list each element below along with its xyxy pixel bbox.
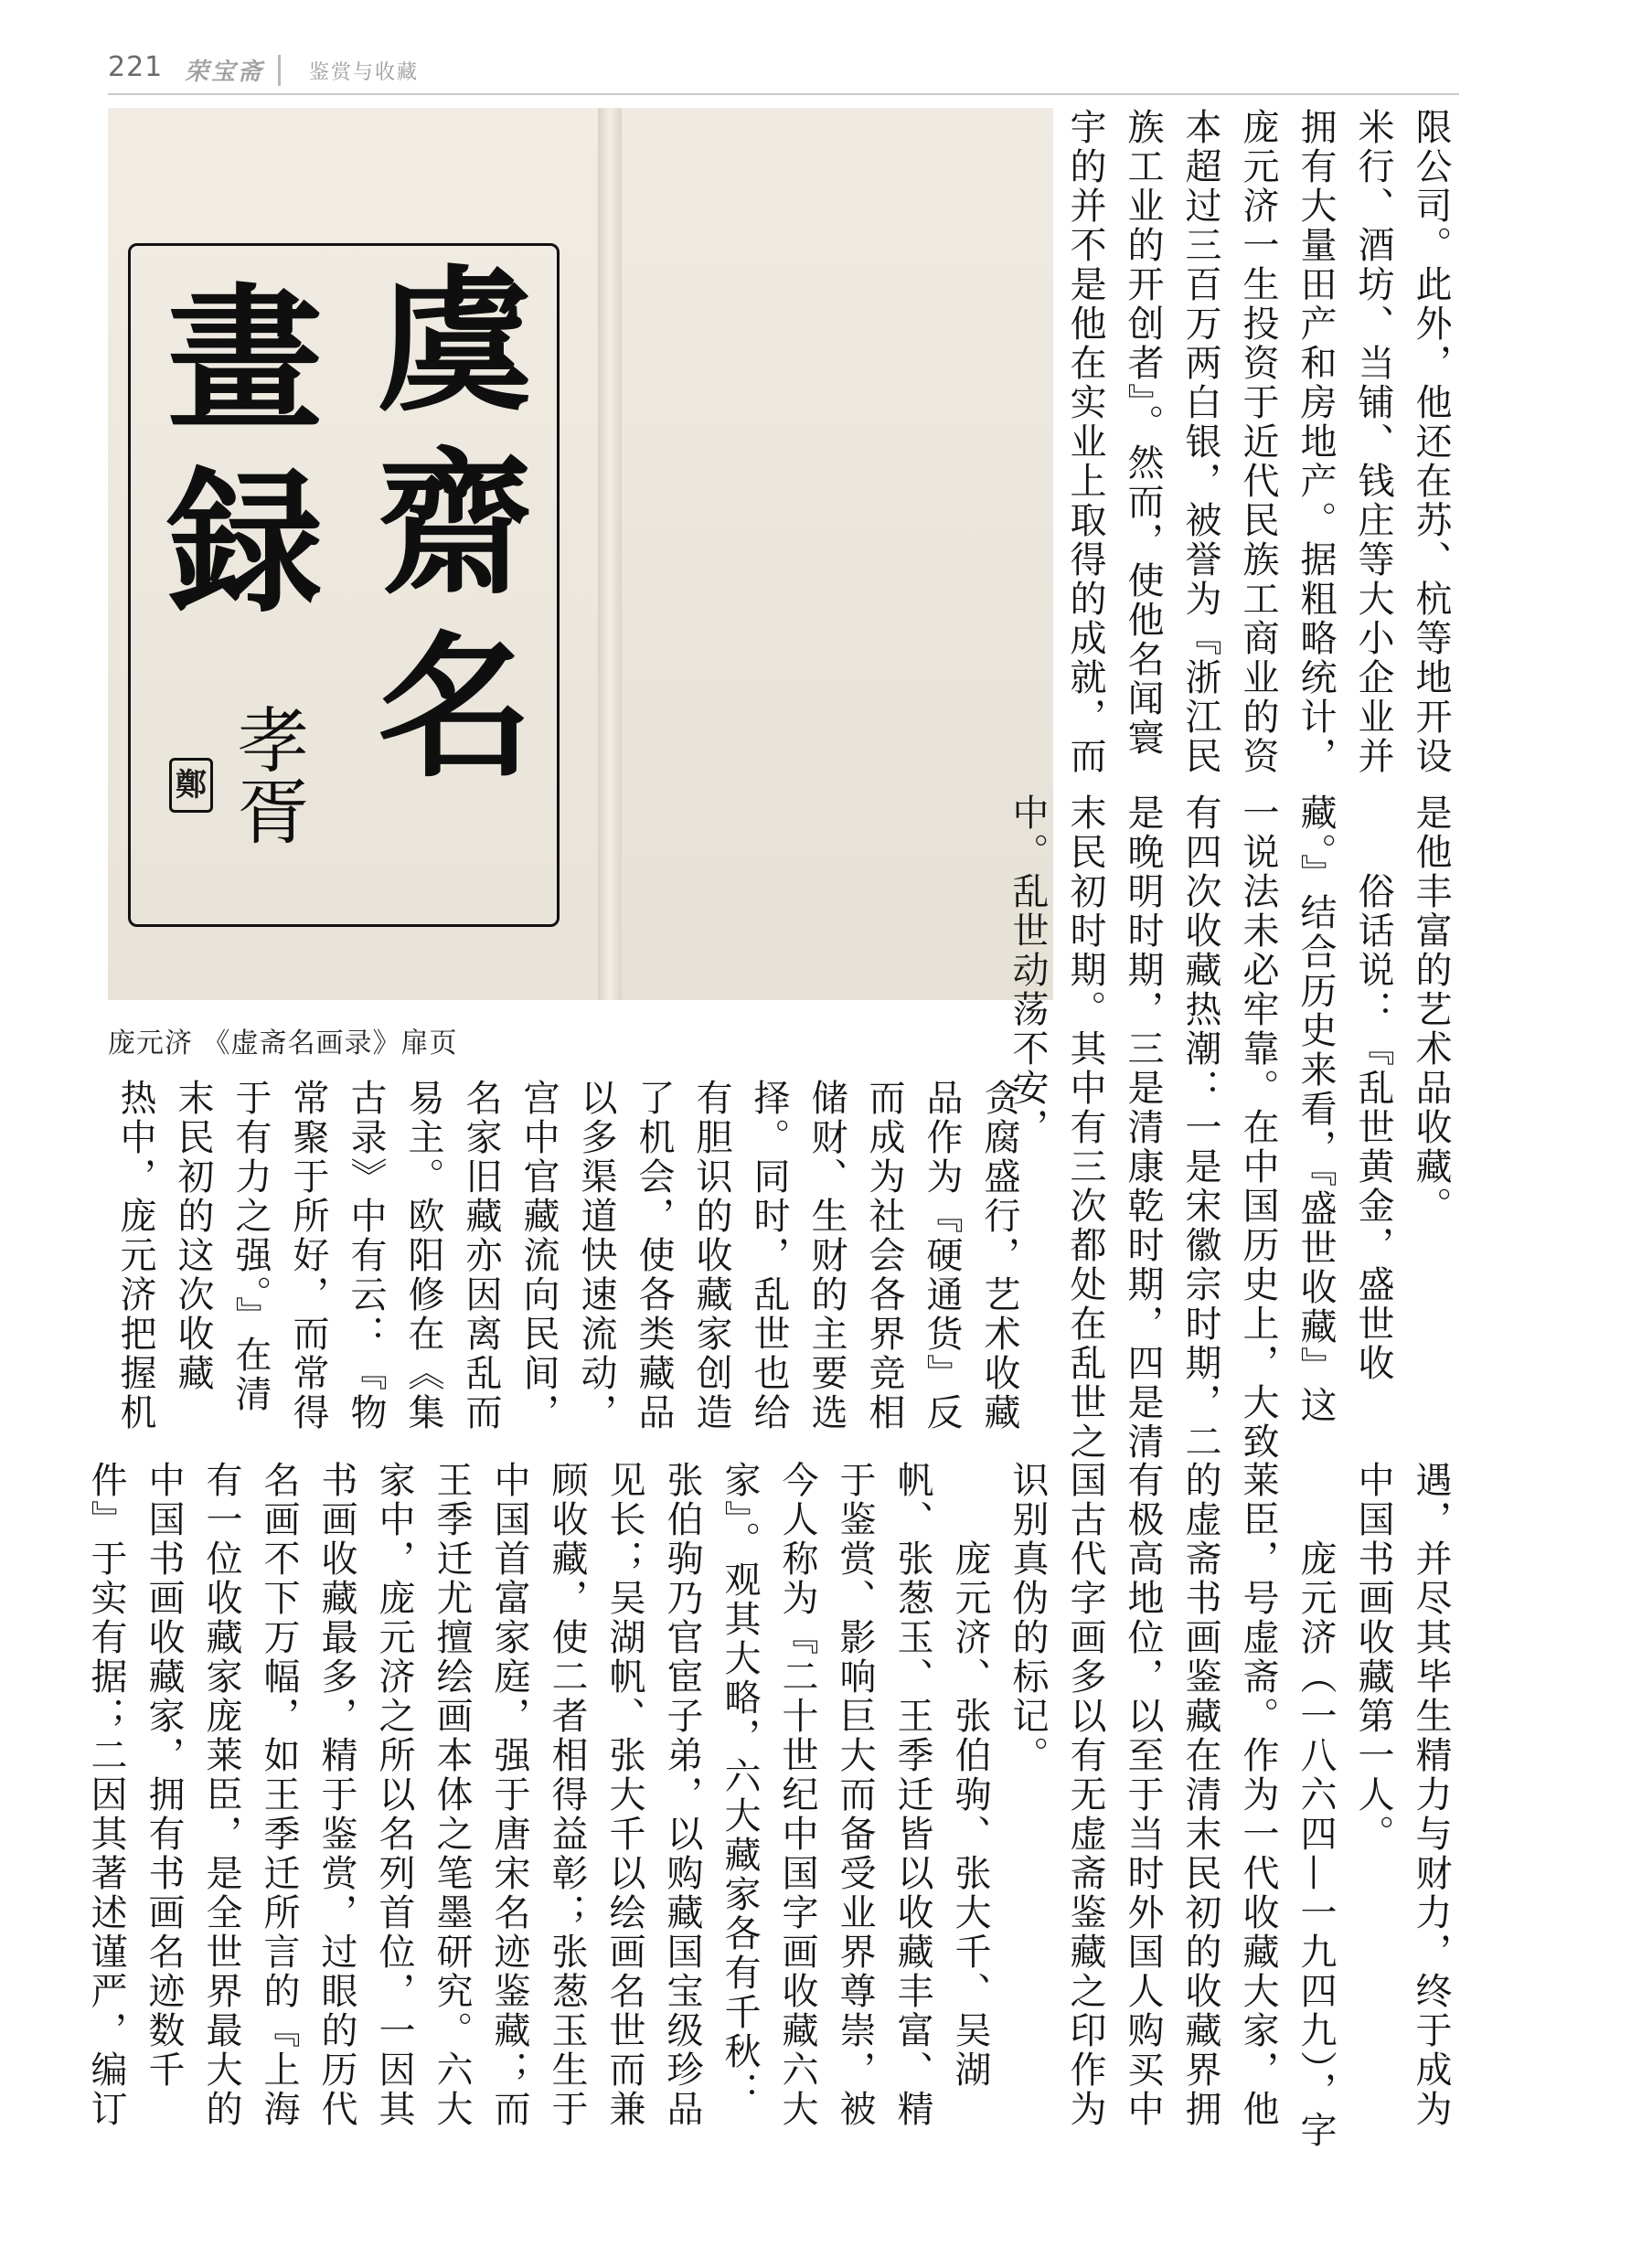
text-line: 常聚于所好，而常得: [287, 1079, 329, 1432]
text-line: 庞元济、张伯驹、张大千、吴湖: [949, 1461, 991, 2090]
text-line: 识别真伪的标记。: [1007, 1461, 1049, 1775]
text-block-middle-right: [1002, 793, 1459, 1462]
calligraphy-char: 畫: [167, 269, 324, 452]
text-line: 有极高地位，以至于当时外国人购买中: [1122, 1461, 1164, 2129]
text-line: 了机会，使各类藏品: [633, 1079, 675, 1432]
text-line: 国古代字画多以有无虚斋鉴藏之印作为: [1064, 1461, 1106, 2129]
text-line: 有胆识的收藏家创造: [690, 1079, 732, 1432]
text-line: 拥有大量田产和房地产。据粗略统计，: [1295, 108, 1337, 776]
text-line: 以多渠道快速流动，: [575, 1079, 617, 1432]
text-block-bottom: [85, 1461, 1459, 2150]
calligraphy-frame: [128, 243, 560, 927]
text-line: 本超过三百万两白银，被誉为『浙江民: [1179, 108, 1221, 776]
text-line: 宫中官藏流向民间，: [517, 1079, 560, 1432]
text-line: 见长；吴湖帆、张大千以绘画名世而兼: [603, 1461, 645, 2129]
text-line: 王季迁尤擅绘画本体之笔墨研究。六大: [431, 1461, 473, 2129]
text-line: 末民初时期。其中有三次都处在乱世之: [1064, 793, 1106, 1462]
text-line: 于鉴赏、影响巨大而备受业界尊崇，被: [834, 1461, 876, 2129]
text-block-middle-left: [104, 1079, 1028, 1444]
text-line: 而成为社会各界竞相: [863, 1079, 905, 1432]
text-line: 中国首富家庭，强于唐宋名迹鉴藏；而: [488, 1461, 530, 2129]
title-page-photo: [108, 108, 1053, 1000]
text-line: 择。同时，乱世也给: [748, 1079, 790, 1432]
text-line: 是他丰富的艺术品收藏。: [1410, 793, 1452, 1226]
text-line: 米行、酒坊、当铺、钱庄等大小企业并: [1352, 108, 1394, 776]
text-line: 莱臣，号虚斋。作为一代收藏大家，他: [1237, 1461, 1279, 2129]
calligraphy-char: 録: [167, 452, 324, 634]
text-line: 限公司。此外，他还在苏、杭等地开设: [1410, 108, 1452, 776]
photo-caption: 庞元济 《虚斋名画录》扉页: [108, 1028, 458, 1059]
calligrapher-signature: 孝胥: [226, 703, 308, 846]
text-block-top-right: [1061, 108, 1459, 776]
text-line: 遇，并尽其毕生精力与财力，终于成为: [1410, 1461, 1452, 2129]
header-divider: [278, 55, 281, 86]
seal-stamp: 鄭: [169, 758, 213, 813]
text-line: 件』于实有据；二因其著述谨严，编订: [85, 1461, 127, 2129]
text-line: 庞元济一生投资于近代民族工商业的资: [1237, 108, 1279, 776]
photo-book-fold: [598, 108, 622, 1000]
text-line: 有四次收藏热潮：一是宋徽宗时期，二: [1179, 793, 1221, 1462]
text-line: 易主。欧阳修在《集: [402, 1079, 444, 1432]
text-line: 于有力之强。』在清: [229, 1079, 272, 1414]
text-line: 名画不下万幅，如王季迁所言的『上海: [258, 1461, 300, 2129]
photo-right-leaf: [622, 108, 1053, 1000]
text-line: 族工业的开创者』。然而，使他名闻寰: [1122, 108, 1164, 758]
text-line: 有一位收藏家庞莱臣，是全世界最大的: [200, 1461, 242, 2129]
text-line: 中国书画收藏家，拥有书画名迹数千: [143, 1461, 185, 2090]
calligraphy-char: 虞: [378, 250, 534, 433]
text-line: 品作为『硬通货』反: [921, 1079, 963, 1432]
text-line: 中。乱世动荡不安，: [1007, 793, 1049, 1147]
text-line: 的虚斋书画鉴藏在清末民初的收藏界拥: [1179, 1461, 1221, 2129]
page-header: [108, 51, 1459, 93]
text-line: 中国书画收藏第一人。: [1352, 1461, 1394, 1854]
text-line: 今人称为『二十世纪中国字画收藏六大: [776, 1461, 818, 2129]
calligraphy-char: 名: [378, 616, 534, 799]
header-rule: [108, 93, 1459, 95]
calligraphy-column-right: [378, 250, 551, 813]
page-number: 221: [108, 51, 164, 83]
text-line: 一说法未必牢靠。在中国历史上，大致: [1237, 793, 1279, 1462]
text-line: 贪腐盛行，艺术收藏: [978, 1079, 1020, 1432]
text-line: 末民初的这次收藏: [172, 1079, 214, 1393]
text-line: 热中，庞元济把握机: [114, 1079, 156, 1432]
text-line: 是晚明时期，三是清康乾时期，四是清: [1122, 793, 1164, 1462]
text-line: 帆、张葱玉、王季迁皆以收藏丰富、精: [891, 1461, 933, 2129]
text-line: 宇的并不是他在实业上取得的成就，而: [1064, 108, 1106, 776]
text-line: 家中，庞元济之所以名列首位，一因其: [373, 1461, 415, 2129]
calligraphy-column-left: [167, 269, 341, 648]
text-line: 张伯驹乃官宦子弟，以购藏国宝级珍品: [661, 1461, 703, 2129]
text-line: 储财、生财的主要选: [805, 1079, 847, 1432]
text-line: 顾收藏，使二者相得益彰；张葱玉生于: [546, 1461, 588, 2129]
text-line: 俗话说：『乱世黄金，盛世收: [1352, 793, 1394, 1383]
journal-logo: 荣宝斋: [185, 59, 265, 86]
text-line: 古录》中有云：『物: [345, 1079, 387, 1432]
text-line: 书画收藏最多，精于鉴赏，过眼的历代: [315, 1461, 357, 2129]
text-line: 庞元济（一八六四—一九四九），字: [1295, 1461, 1337, 2150]
text-line: 家』。观其大略，六大藏家各有千秋：: [719, 1461, 761, 2111]
calligraphy-char: 齋: [378, 433, 534, 616]
text-line: 藏。』结合历史来看，『盛世收藏』这: [1295, 793, 1337, 1425]
section-title: 鉴赏与收藏: [309, 61, 420, 84]
text-line: 名家旧藏亦因离乱而: [460, 1079, 502, 1432]
